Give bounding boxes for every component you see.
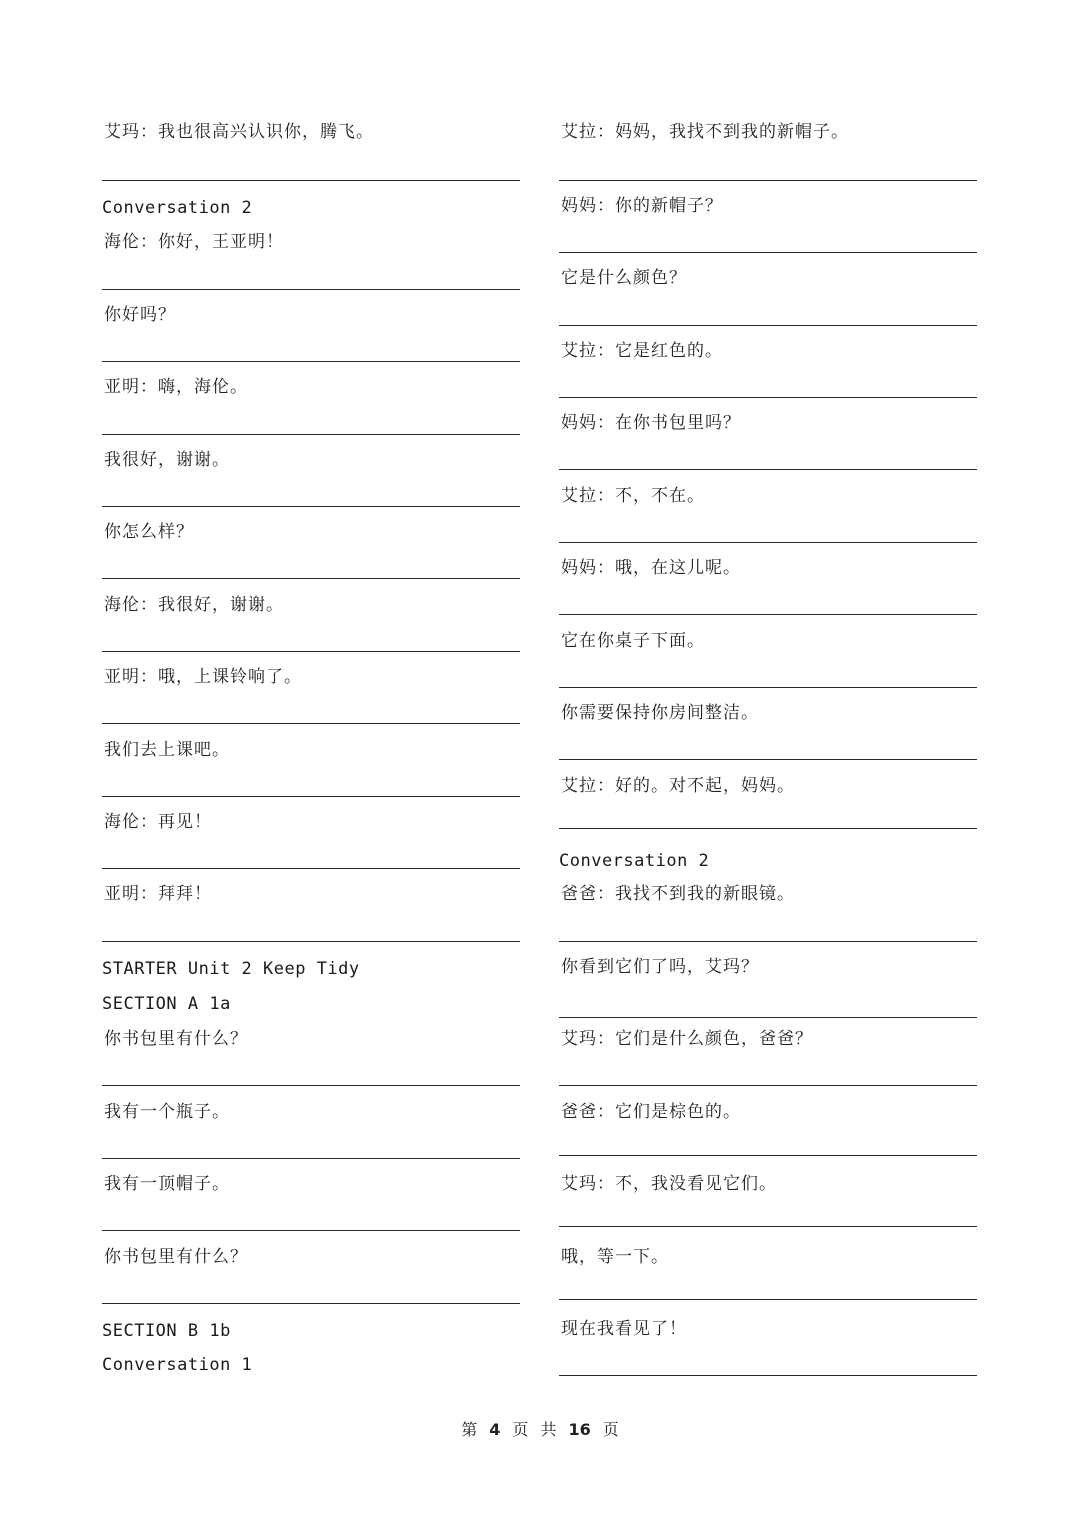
conversation-heading: Conversation 2 [559, 851, 710, 871]
answer-line[interactable] [559, 252, 977, 253]
answer-line[interactable] [102, 1158, 520, 1159]
section-heading: SECTION B 1b [102, 1321, 231, 1341]
answer-line[interactable] [102, 361, 520, 362]
answer-line[interactable] [559, 469, 977, 470]
footer-suffix: 页 [602, 1420, 619, 1439]
answer-line[interactable] [559, 1017, 977, 1018]
answer-line[interactable] [559, 1085, 977, 1086]
answer-line[interactable] [102, 868, 520, 869]
sentence: 它在你桌子下面。 [561, 631, 705, 651]
sentence: 爸爸：我找不到我的新眼镜。 [561, 884, 795, 904]
answer-line[interactable] [559, 687, 977, 688]
sentence: 你书包里有什么？ [104, 1029, 248, 1049]
sentence: 哦，等一下。 [561, 1247, 669, 1267]
sentence: 亚明：拜拜！ [104, 884, 212, 904]
sentence: 你怎么样？ [104, 522, 194, 542]
page-total: 16 [568, 1420, 591, 1439]
answer-line[interactable] [102, 506, 520, 507]
page-footer [0, 1417, 1080, 1440]
sentence: 它是什么颜色？ [561, 268, 687, 288]
answer-line[interactable] [102, 578, 520, 579]
sentence: 海伦：再见！ [104, 812, 212, 832]
answer-line[interactable] [559, 1299, 977, 1300]
sentence: 妈妈：你的新帽子？ [561, 196, 723, 216]
sentence: 我们去上课吧。 [104, 740, 230, 760]
sentence: 亚明：哦，上课铃响了。 [104, 667, 302, 687]
sentence: 艾拉：妈妈，我找不到我的新帽子。 [561, 122, 849, 142]
answer-line[interactable] [559, 397, 977, 398]
sentence: 爸爸：它们是棕色的。 [561, 1102, 741, 1122]
answer-line[interactable] [102, 1230, 520, 1231]
conversation-heading: Conversation 1 [102, 1355, 253, 1375]
answer-line[interactable] [102, 180, 520, 181]
answer-line[interactable] [559, 614, 977, 615]
answer-line[interactable] [102, 723, 520, 724]
sentence: 你好吗？ [104, 305, 176, 325]
sentence: 海伦：你好，王亚明！ [104, 232, 284, 252]
answer-line[interactable] [102, 796, 520, 797]
answer-line[interactable] [102, 1085, 520, 1086]
unit-heading: STARTER Unit 2 Keep Tidy [102, 959, 360, 979]
sentence: 海伦：我很好，谢谢。 [104, 595, 284, 615]
footer-prefix: 第 [461, 1420, 478, 1439]
sentence: 我很好，谢谢。 [104, 450, 230, 470]
sentence: 艾拉：好的。对不起，妈妈。 [561, 776, 795, 796]
answer-line[interactable] [559, 759, 977, 760]
sentence: 艾玛：不，我没看见它们。 [561, 1174, 777, 1194]
sentence: 现在我看见了！ [561, 1319, 687, 1339]
answer-line[interactable] [559, 828, 977, 829]
sentence: 我有一顶帽子。 [104, 1174, 230, 1194]
sentence: 你书包里有什么？ [104, 1247, 248, 1267]
sentence: 妈妈：哦，在这儿呢。 [561, 558, 741, 578]
answer-line[interactable] [559, 180, 977, 181]
answer-line[interactable] [102, 941, 520, 942]
answer-line[interactable] [559, 941, 977, 942]
answer-line[interactable] [559, 325, 977, 326]
answer-line[interactable] [559, 542, 977, 543]
answer-line[interactable] [559, 1375, 977, 1376]
sentence: 艾拉：它是红色的。 [561, 341, 723, 361]
conversation-heading: Conversation 2 [102, 198, 253, 218]
sentence: 亚明：嗨，海伦。 [104, 377, 248, 397]
answer-line[interactable] [559, 1155, 977, 1156]
footer-mid2: 共 [540, 1420, 557, 1439]
sentence: 你看到它们了吗，艾玛？ [561, 957, 759, 977]
sentence: 妈妈：在你书包里吗？ [561, 413, 741, 433]
section-heading: SECTION A 1a [102, 994, 231, 1014]
answer-line[interactable] [102, 1303, 520, 1304]
answer-line[interactable] [102, 434, 520, 435]
sentence: 你需要保持你房间整洁。 [561, 703, 759, 723]
page-number: 4 [489, 1420, 501, 1439]
sentence: 艾玛：我也很高兴认识你，腾飞。 [104, 122, 374, 142]
answer-line[interactable] [559, 1226, 977, 1227]
sentence: 艾拉：不，不在。 [561, 486, 705, 506]
footer-mid1: 页 [512, 1420, 529, 1439]
answer-line[interactable] [102, 651, 520, 652]
answer-line[interactable] [102, 289, 520, 290]
sentence: 艾玛：它们是什么颜色，爸爸？ [561, 1029, 813, 1049]
sentence: 我有一个瓶子。 [104, 1102, 230, 1122]
